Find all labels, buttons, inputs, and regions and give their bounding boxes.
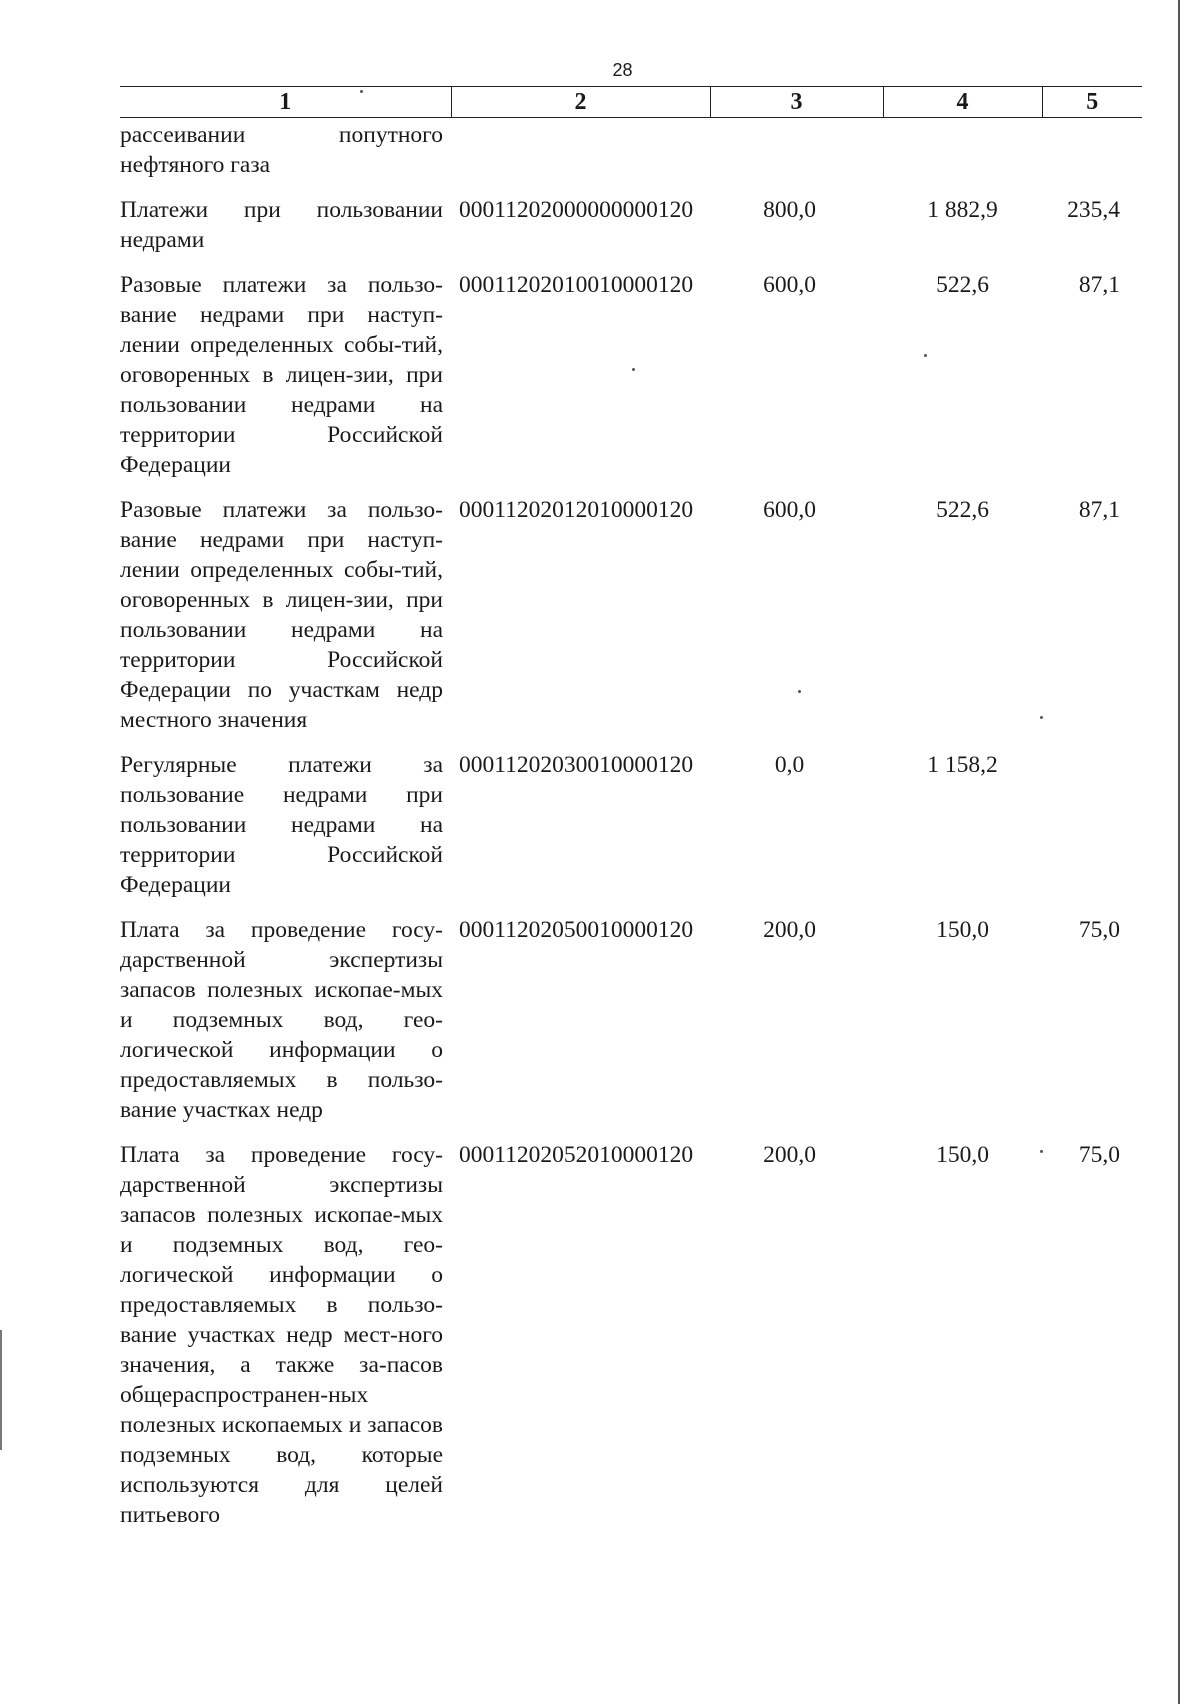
row-value-4: 150,0 xyxy=(936,1142,989,1168)
row-value-3: 600,0 xyxy=(763,272,816,298)
row-name: рассеивании попутного нефтяного газа xyxy=(120,122,443,178)
column-header: 5 xyxy=(1042,87,1142,118)
row-value-4: 150,0 xyxy=(936,917,989,943)
row-code xyxy=(451,118,710,196)
row-code: 00011202000000000120 xyxy=(459,197,694,223)
row-value-4: 1 158,2 xyxy=(927,752,998,778)
row-code: 00011202010010000120 xyxy=(459,272,694,298)
column-header: 4 xyxy=(883,87,1042,118)
row-code: 00011202012010000120 xyxy=(459,497,694,523)
row-value-3: 800,0 xyxy=(763,197,816,223)
row-value-5: 87,1 xyxy=(1078,497,1120,523)
table-row xyxy=(120,1140,1142,1545)
row-value-5: 87,1 xyxy=(1078,272,1120,298)
row-value-3: 600,0 xyxy=(763,497,816,523)
column-header: 3 xyxy=(710,87,883,118)
row-code: 00011202052010000120 xyxy=(459,1142,694,1168)
row-value-4 xyxy=(883,118,1042,196)
scan-border-line xyxy=(1178,0,1180,1704)
row-name: Регулярные платежи за пользование недрами при пользовании недрами на территории Российской Федерации xyxy=(120,752,443,898)
row-value-3 xyxy=(710,118,883,196)
row-value-4: 522,6 xyxy=(936,497,989,523)
page-number: 28 xyxy=(612,60,633,80)
table-header-row xyxy=(120,87,1142,118)
row-value-5: 75,0 xyxy=(1078,917,1120,943)
row-name: Плата за проведение госу-дарственной экспертизы запасов полезных ископае-мых и подземных вод, гео-логической информации о предоставляемых в пользо-вание участках недр мест-ного значения, а также за-пасов общераспространен-ных полезных ископаемых и запасов подземных вод, которые используются для целей питьевого xyxy=(120,1142,443,1528)
row-value-3: 200,0 xyxy=(763,917,816,943)
row-value-4: 522,6 xyxy=(936,272,989,298)
row-value-4: 1 882,9 xyxy=(927,197,998,223)
column-header: 1 xyxy=(120,87,451,118)
row-code: 00011202050010000120 xyxy=(459,917,694,943)
row-value-5 xyxy=(1042,750,1142,915)
row-value-3: 200,0 xyxy=(763,1142,816,1168)
table-row xyxy=(120,118,1142,196)
row-value-3: 0,0 xyxy=(774,752,805,778)
budget-table xyxy=(120,86,1142,1545)
table-row xyxy=(120,495,1142,750)
row-value-5: 235,4 xyxy=(1067,197,1120,223)
table-row xyxy=(120,915,1142,1140)
row-name: Разовые платежи за пользо-вание недрами при наступ-лении определенных собы-тий, оговоренных в лицен-зии, при пользовании недрами на территории Российской Федерации xyxy=(120,272,443,478)
row-name: Платежи при пользовании недрами xyxy=(120,197,443,253)
row-value-5: 75,0 xyxy=(1078,1142,1120,1168)
row-value-5 xyxy=(1042,118,1142,196)
row-name: Плата за проведение госу-дарственной экспертизы запасов полезных ископае-мых и подземных вод, гео-логической информации о предоставляемых в пользо-вание участках недр xyxy=(120,917,443,1123)
table-row xyxy=(120,270,1142,495)
scan-border-line-left xyxy=(0,1330,2,1450)
table-row xyxy=(120,195,1142,270)
row-code: 00011202030010000120 xyxy=(459,752,694,778)
column-header: 2 xyxy=(451,87,710,118)
table-row xyxy=(120,750,1142,915)
row-name: Разовые платежи за пользо-вание недрами при наступ-лении определенных собы-тий, оговоренных в лицен-зии, при пользовании недрами на территории Российской Федерации по участкам недр местного значения xyxy=(120,497,443,733)
